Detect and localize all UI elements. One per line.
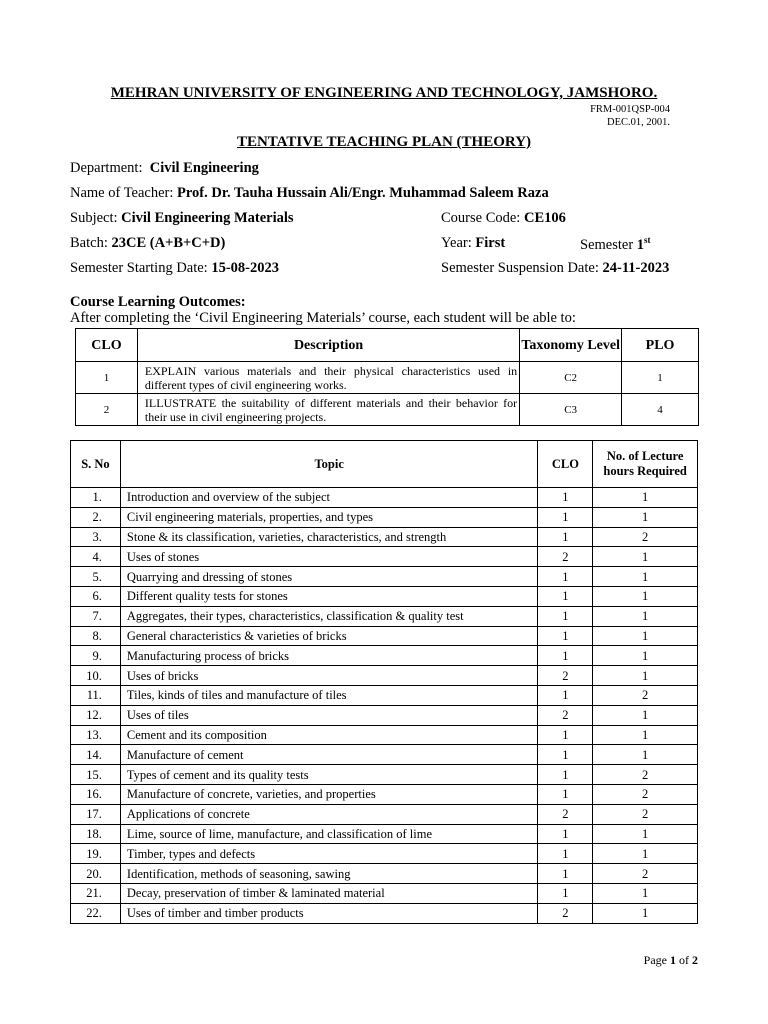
topic-clo: 2: [538, 666, 593, 686]
topic-hours: 1: [593, 507, 698, 527]
topic-clo: 1: [538, 567, 593, 587]
start-date-row: [70, 260, 279, 277]
topic-clo: 2: [538, 705, 593, 725]
table-row: [71, 784, 698, 804]
topic-header-topic: Topic: [120, 441, 538, 488]
topic-title: Different quality tests for stones: [120, 586, 538, 606]
topic-hours: 1: [593, 488, 698, 508]
clo-heading: Course Learning Outcomes:: [70, 294, 246, 310]
topic-title: Civil engineering materials, properties, and types: [120, 507, 538, 527]
topic-title: Manufacturing process of bricks: [120, 646, 538, 666]
university-title: MEHRAN UNIVERSITY OF ENGINEERING AND TECHNOLOGY, JAMSHORO.: [110, 85, 658, 101]
topic-clo: 2: [538, 547, 593, 567]
table-row: [71, 804, 698, 824]
page-number: Page 1 of 2: [643, 953, 698, 967]
teacher-value: Prof. Dr. Tauha Hussain Ali/Engr. Muhammad Saleem Raza: [177, 185, 549, 201]
year-value: First: [475, 235, 506, 251]
teacher-label: Name of Teacher:: [70, 185, 174, 201]
subject-row: [70, 210, 294, 227]
topic-sno: 17.: [71, 804, 121, 824]
topic-hours: 2: [593, 784, 698, 804]
table-row: [71, 705, 698, 725]
department-row: [70, 160, 259, 177]
year-label: Year:: [441, 235, 472, 251]
topic-clo: 1: [538, 824, 593, 844]
topic-title: Uses of bricks: [120, 666, 538, 686]
topic-title: General characteristics & varieties of bricks: [120, 626, 538, 646]
semester-value: 1st: [636, 235, 651, 253]
clo-plo: 4: [622, 394, 699, 426]
clo-intro: After completing the ‘Civil Engineering Materials’ course, each student will be able to:: [70, 310, 576, 326]
table-row: [71, 547, 698, 567]
clo-taxonomy: C3: [520, 394, 622, 426]
topic-hours: 2: [593, 864, 698, 884]
topic-clo: 1: [538, 844, 593, 864]
clo-header-plo: PLO: [622, 329, 699, 362]
topic-hours: 2: [593, 527, 698, 547]
topic-sno: 5.: [71, 567, 121, 587]
subject-value: Civil Engineering Materials: [121, 210, 294, 226]
topic-sno: 20.: [71, 864, 121, 884]
course-code-row: [441, 210, 566, 227]
topic-header-hours: No. of Lecture hours Required: [593, 441, 698, 488]
topic-sno: 21.: [71, 883, 121, 903]
topic-clo: 1: [538, 725, 593, 745]
topic-sno: 3.: [71, 527, 121, 547]
topic-hours: 1: [593, 705, 698, 725]
clo-description: ILLUSTRATE the suitability of different materials and their behavior for their use in civil engineering projects.: [137, 394, 519, 426]
topic-title: Uses of stones: [120, 547, 538, 567]
topic-title: Lime, source of lime, manufacture, and classification of lime: [120, 824, 538, 844]
topic-sno: 4.: [71, 547, 121, 567]
clo-number: 2: [76, 394, 138, 426]
clo-row: [76, 394, 699, 426]
clo-header-description: Description: [137, 329, 519, 362]
table-row: [71, 844, 698, 864]
subject-label: Subject:: [70, 210, 118, 226]
topic-title: Applications of concrete: [120, 804, 538, 824]
topic-hours: 1: [593, 883, 698, 903]
clo-header-clo: CLO: [76, 329, 138, 362]
batch-value: 23CE (A+B+C+D): [111, 235, 226, 251]
topic-clo: 1: [538, 488, 593, 508]
table-row: [71, 745, 698, 765]
table-row: [71, 488, 698, 508]
topic-sno: 15.: [71, 765, 121, 785]
topic-title: Uses of timber and timber products: [120, 903, 538, 923]
start-date-value: 15-08-2023: [211, 260, 280, 276]
topic-sno: 6.: [71, 586, 121, 606]
topic-sno: 9.: [71, 646, 121, 666]
table-row: [71, 824, 698, 844]
topic-sno: 1.: [71, 488, 121, 508]
suspension-date-row: [441, 260, 669, 277]
clo-taxonomy: C2: [520, 362, 622, 394]
table-row: [71, 567, 698, 587]
department-label: Department:: [70, 160, 143, 176]
topic-sno: 19.: [71, 844, 121, 864]
table-row: [71, 527, 698, 547]
table-row: [71, 903, 698, 923]
topic-clo: 1: [538, 883, 593, 903]
course-code-label: Course Code:: [441, 210, 521, 226]
form-code-block: [590, 103, 670, 129]
topic-hours: 2: [593, 765, 698, 785]
topic-hours: 2: [593, 685, 698, 705]
course-code-value: CE106: [523, 210, 566, 226]
topic-title: Manufacture of cement: [120, 745, 538, 765]
topic-clo: 1: [538, 586, 593, 606]
topic-hours: 1: [593, 824, 698, 844]
topic-title: Cement and its composition: [120, 725, 538, 745]
topic-hours: 1: [593, 666, 698, 686]
topic-title: Uses of tiles: [120, 705, 538, 725]
table-row: [71, 586, 698, 606]
form-code: FRM-001QSP-004: [590, 104, 670, 115]
start-date-label: Semester Starting Date:: [70, 260, 208, 276]
topic-title: Aggregates, their types, characteristics, classification & quality test: [120, 606, 538, 626]
topic-hours: 1: [593, 567, 698, 587]
topic-hours: 1: [593, 586, 698, 606]
teacher-row: [70, 185, 549, 202]
topic-clo: 1: [538, 527, 593, 547]
semester-row: [580, 235, 651, 254]
batch-label: Batch:: [70, 235, 108, 251]
topic-title: Decay, preservation of timber & laminated material: [120, 883, 538, 903]
table-row: [71, 883, 698, 903]
topic-clo: 1: [538, 606, 593, 626]
table-row: [71, 507, 698, 527]
topic-table: [70, 440, 698, 924]
clo-description: EXPLAIN various materials and their physical characteristics used in different types of civil engineering works.: [137, 362, 519, 394]
semester-label: Semester: [580, 236, 634, 253]
topic-title: Tiles, kinds of tiles and manufacture of tiles: [120, 685, 538, 705]
form-date: DEC.01, 2001.: [607, 117, 670, 128]
clo-table: [75, 328, 699, 426]
topic-sno: 16.: [71, 784, 121, 804]
topic-sno: 7.: [71, 606, 121, 626]
clo-number: 1: [76, 362, 138, 394]
table-row: [71, 765, 698, 785]
topic-hours: 1: [593, 547, 698, 567]
topic-title: Introduction and overview of the subject: [120, 488, 538, 508]
clo-header-taxonomy: Taxonomy Level: [520, 329, 622, 362]
topic-hours: 1: [593, 606, 698, 626]
topic-header-sno: S. No: [71, 441, 121, 488]
table-row: [71, 666, 698, 686]
table-row: [71, 626, 698, 646]
clo-header-row: [76, 329, 699, 362]
suspension-date-label: Semester Suspension Date:: [441, 260, 599, 276]
suspension-date-value: 24-11-2023: [602, 260, 670, 276]
plan-title: TENTATIVE TEACHING PLAN (THEORY): [236, 134, 532, 150]
table-row: [71, 725, 698, 745]
topic-sno: 2.: [71, 507, 121, 527]
topic-sno: 8.: [71, 626, 121, 646]
page-current: 1: [670, 953, 676, 967]
table-row: [71, 864, 698, 884]
topic-sno: 11.: [71, 685, 121, 705]
topic-title: Types of cement and its quality tests: [120, 765, 538, 785]
year-row: [441, 235, 505, 252]
topic-sno: 10.: [71, 666, 121, 686]
topic-clo: 1: [538, 507, 593, 527]
table-row: [71, 646, 698, 666]
clo-row: [76, 362, 699, 394]
topic-clo: 1: [538, 646, 593, 666]
topic-title: Quarrying and dressing of stones: [120, 567, 538, 587]
topic-clo: 1: [538, 765, 593, 785]
topic-sno: 12.: [71, 705, 121, 725]
topic-hours: 1: [593, 626, 698, 646]
topic-title: Timber, types and defects: [120, 844, 538, 864]
department-value: Civil Engineering: [149, 160, 259, 176]
topic-title: Stone & its classification, varieties, characteristics, and strength: [120, 527, 538, 547]
topic-sno: 22.: [71, 903, 121, 923]
topic-hours: 1: [593, 646, 698, 666]
topic-clo: 1: [538, 745, 593, 765]
table-row: [71, 685, 698, 705]
topic-hours: 2: [593, 804, 698, 824]
topic-clo: 1: [538, 685, 593, 705]
table-row: [71, 606, 698, 626]
topic-header-row: [71, 441, 698, 488]
topic-title: Identification, methods of seasoning, sawing: [120, 864, 538, 884]
topic-clo: 1: [538, 784, 593, 804]
topic-clo: 1: [538, 864, 593, 884]
topic-hours: 1: [593, 844, 698, 864]
topic-hours: 1: [593, 725, 698, 745]
topic-clo: 2: [538, 903, 593, 923]
clo-plo: 1: [622, 362, 699, 394]
topic-hours: 1: [593, 903, 698, 923]
topic-sno: 14.: [71, 745, 121, 765]
topic-header-clo: CLO: [538, 441, 593, 488]
topic-title: Manufacture of concrete, varieties, and properties: [120, 784, 538, 804]
semester-suffix: st: [644, 235, 651, 245]
topic-body: [71, 488, 698, 924]
batch-row: [70, 235, 225, 252]
topic-sno: 18.: [71, 824, 121, 844]
topic-clo: 2: [538, 804, 593, 824]
topic-hours: 1: [593, 745, 698, 765]
page-total: 2: [692, 953, 698, 967]
topic-sno: 13.: [71, 725, 121, 745]
topic-clo: 1: [538, 626, 593, 646]
